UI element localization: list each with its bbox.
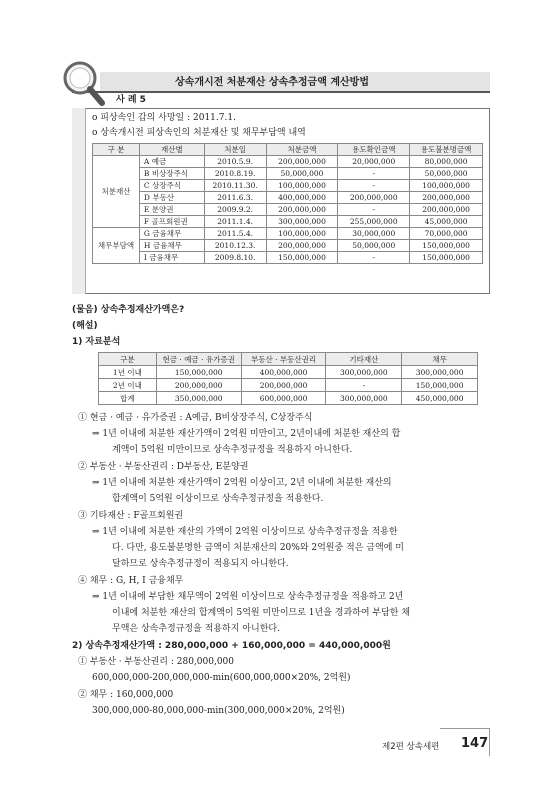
table-cell: 200,000,000 [410,192,483,204]
table-cell: 400,000,000 [241,366,326,379]
table-cell: F 골프회원권 [139,216,204,228]
table-cell: 600,000,000 [241,392,326,405]
death-date: o 피상속인 갑의 사망일 : 2011.7.1. [92,113,236,123]
table-cell: - [338,204,410,216]
case-title: 상속개시전 처분재산 상속추정금액 계산방법 [175,77,369,88]
table-cell: 400,000,000 [266,192,338,204]
table-cell: 50,000,000 [338,240,410,252]
magnifier-icon [58,57,108,109]
table-cell: 200,000,000 [241,379,326,392]
table-cell: 150,000,000 [402,379,478,392]
col-header: 용도확인금액 [338,144,410,156]
table-cell: 합계 [99,392,157,405]
table-cell: E 분양권 [139,204,204,216]
total-item-2: ② 채무 : 160,000,000 [78,690,174,700]
case-box-sidebar [72,108,86,294]
table-row [93,252,483,264]
table-cell: 200,000,000 [156,379,241,392]
table-cell: 300,000,000 [402,366,478,379]
col-header: 재산별 [139,144,204,156]
total-formula-1: 600,000,000-200,000,000-min(600,000,000×20%, 2억원) [92,673,351,683]
solution-item-4: ④ 채무 : G, H, I 금융채무 [78,576,184,586]
table-row [93,216,483,228]
table-cell: 50,000,000 [266,168,338,180]
table-cell: 200,000,000 [266,204,338,216]
table-cell: 100,000,000 [410,180,483,192]
table-row [99,379,478,392]
table-cell: 300,000,000 [326,366,402,379]
table-row [93,168,483,180]
table-cell: 150,000,000 [266,252,338,264]
solution-text: ⇒ 1년 이내에 처분한 재산가액이 2억원 미만이고, 2년이내에 처분한 재산의 합 [92,429,401,439]
col-header: 구분 [99,353,157,366]
table-cell: 300,000,000 [326,392,402,405]
table-cell: - [326,379,402,392]
col-header: 기타재산 [326,353,402,366]
table-cell: 2010.12.3. [204,240,266,252]
total-formula-2: 300,000,000-80,000,000-min(300,000,000×20%, 2억원) [92,706,345,716]
table-cell: 2010.5.9. [204,156,266,168]
table-cell: 20,000,000 [338,156,410,168]
question: (물음) 상속추정재산가액은? [72,305,185,315]
table-cell: 150,000,000 [410,240,483,252]
table-cell: 80,000,000 [410,156,483,168]
table-header-row [93,144,483,156]
table-cell: G 금융채무 [139,228,204,240]
table-cell: 100,000,000 [266,228,338,240]
table-cell: 150,000,000 [410,252,483,264]
footer-section: 제2편 상속세편 [382,742,440,752]
solution-text: 다. 다만, 용도불분명한 금액이 처분재산의 20%와 2억원중 적은 금액에 미 [112,543,404,553]
disposal-heading: o 상속개시전 피상속인의 처분재산 및 채무부담액 내역 [92,128,306,138]
table-cell: 150,000,000 [156,366,241,379]
col-header: 현금 · 예금 · 유가증권 [156,353,241,366]
group-label: 처분재산 [93,156,140,228]
col-header: 용도불분명금액 [410,144,483,156]
table-cell: 50,000,000 [410,168,483,180]
solution-text: 합계액이 5억원 이상이므로 상속추정규정을 적용한다. [112,494,324,504]
table-cell: 200,000,000 [266,156,338,168]
case-label: 사 례 5 [116,95,146,105]
total-value: 2) 상속추정재산가액 : 280,000,000 + 160,000,000 = 440,000,000원 [72,641,391,651]
table-cell: D 부동산 [139,192,204,204]
table-cell: 30,000,000 [338,228,410,240]
table-row [99,392,478,405]
col-header: 부동산 · 부동산권리 [241,353,326,366]
table-cell: 200,000,000 [266,240,338,252]
table-cell: 2010.11.30. [204,180,266,192]
table-cell: A 예금 [139,156,204,168]
table-cell: 200,000,000 [338,192,410,204]
table-row [93,240,483,252]
answer-label: (해설) [72,321,98,331]
table-cell: 300,000,000 [266,216,338,228]
solution-text: ⇒ 1년 이내에 부담한 채무액이 2억원 이상이므로 상속추정규정을 적용하고 2년 [92,592,404,602]
table-row [93,204,483,216]
solution-text: 무액은 상속추정규정을 적용하지 아니한다. [112,624,280,634]
analysis-table [98,352,478,405]
table-row [93,192,483,204]
solution-text: ⇒ 1년 이내에 처분한 재산가액이 2억원 이상이고, 2년 이내에 처분한 재산의 [92,478,392,488]
table-cell: - [338,252,410,264]
table-cell: 45,000,000 [410,216,483,228]
group-label: 채무부담액 [93,228,140,264]
col-header: 처분금액 [266,144,338,156]
table-row [93,228,483,240]
solution-text: 달하므로 상속추정규정이 적용되지 아니한다. [112,559,289,569]
table-cell: 255,000,000 [338,216,410,228]
table-cell: 2년 이내 [99,379,157,392]
analysis-title: 1) 자료분석 [72,337,121,347]
col-header: 구 분 [93,144,140,156]
table-cell: 2009.8.10. [204,252,266,264]
table-cell: 2011.5.4. [204,228,266,240]
col-header: 채무 [402,353,478,366]
table-header-row [99,353,478,366]
solution-item-1: ① 현금 · 예금 · 유가증권 : A예금, B비상장주식, C상장주식 [78,413,313,423]
solution-item-2: ② 부동산 · 부동산권리 : D부동산, E분양권 [78,462,249,472]
table-cell: 200,000,000 [410,204,483,216]
solution-text: 계액이 5억원 미만이므로 상속추정규정을 적용하지 아니한다. [112,445,353,455]
table-row [99,366,478,379]
table-cell: 350,000,000 [156,392,241,405]
table-cell: 2009.9.2. [204,204,266,216]
disposal-table [92,143,483,264]
solution-item-3: ③ 기타재산 : F골프회원권 [78,511,184,521]
table-cell: - [338,168,410,180]
solution-text: 이내에 처분한 재산의 합계액이 5억원 미만이므로 1년을 경과하여 부담한 채 [112,608,411,618]
table-cell: I 금융채무 [139,252,204,264]
table-cell: 450,000,000 [402,392,478,405]
table-cell: 2011.6.3. [204,192,266,204]
table-cell: 2011.1.4. [204,216,266,228]
page-number: 147 [461,736,489,751]
table-cell: - [338,180,410,192]
table-cell: 100,000,000 [266,180,338,192]
table-cell: H 금융채무 [139,240,204,252]
table-cell: C 상장주식 [139,180,204,192]
col-header: 처분일 [204,144,266,156]
table-cell: 70,000,000 [410,228,483,240]
table-row [93,180,483,192]
table-row [93,156,483,168]
solution-text: ⇒ 1년 이내에 처분한 재산의 가액이 2억원 이상이므로 상속추정규정을 적용한 [92,527,398,537]
total-item-1: ① 부동산 · 부동산권리 : 280,000,000 [78,657,235,667]
table-cell: 1년 이내 [99,366,157,379]
table-cell: 2010.8.19. [204,168,266,180]
table-cell: B 비상장주식 [139,168,204,180]
